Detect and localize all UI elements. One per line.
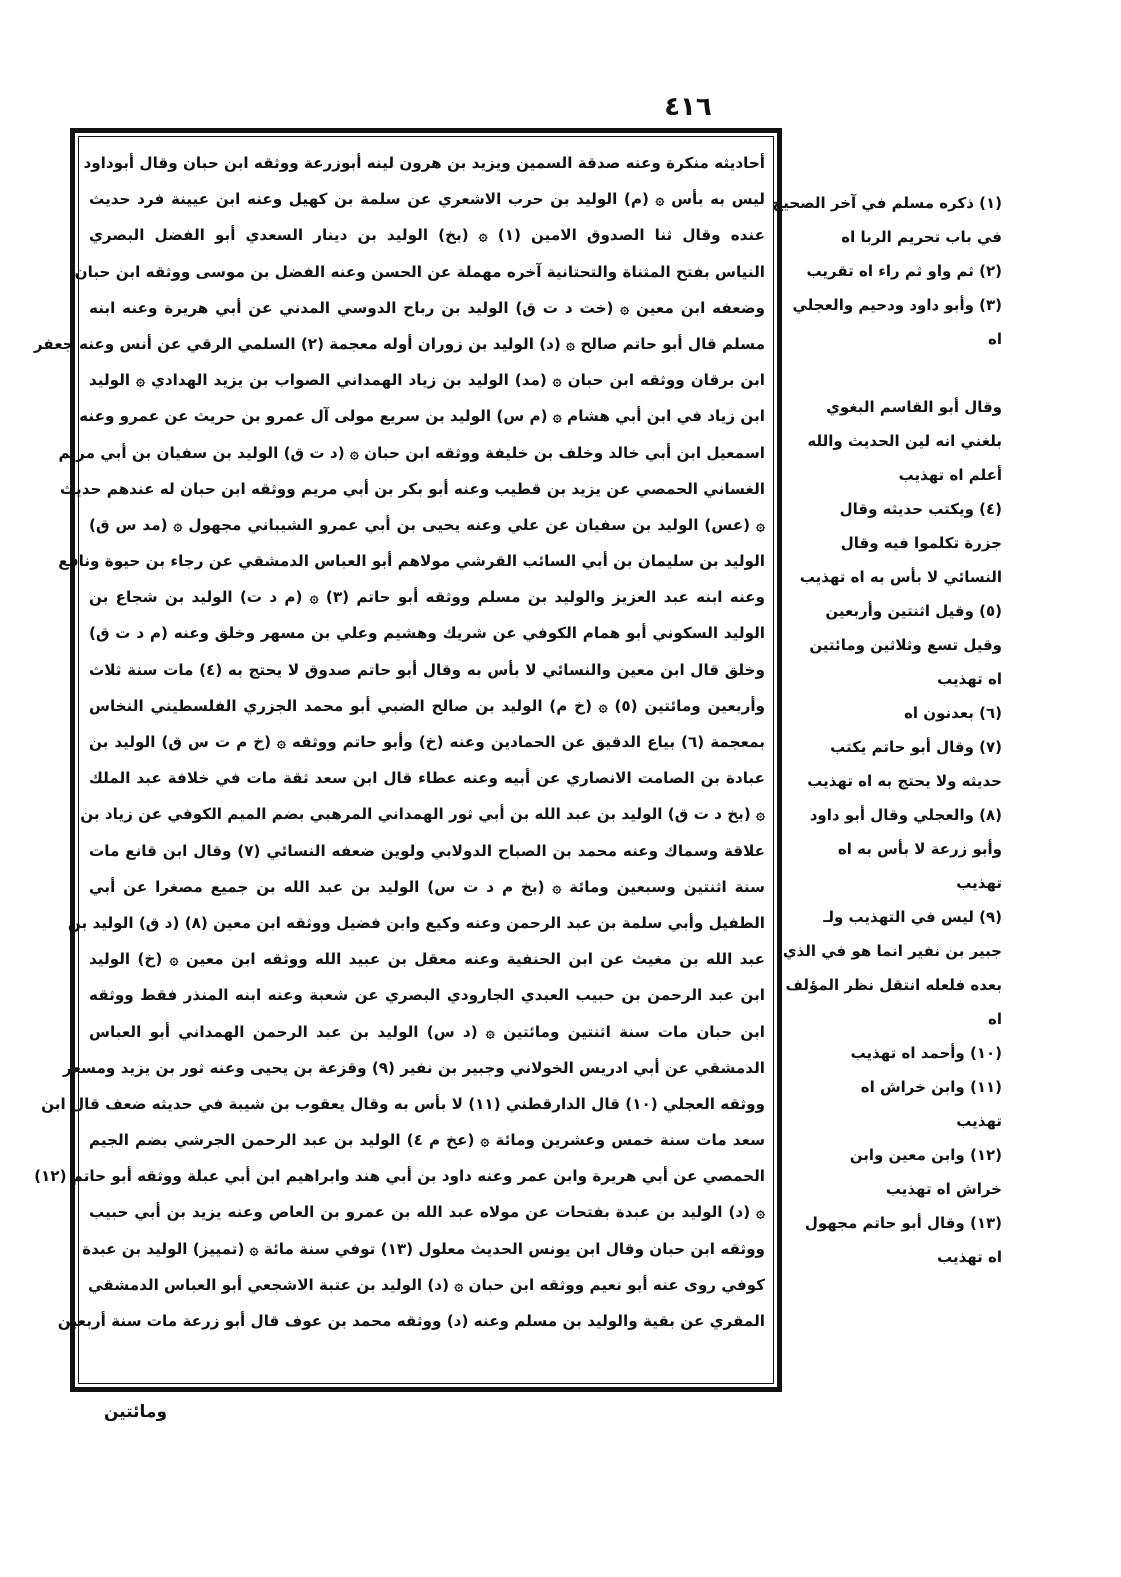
main-text-line: ليس به بأس ۞ (م) الوليد بن حرب الاشعري عن سلمة بن كهيل وعنه ابن عيينة فرد حديث: [89, 190, 765, 209]
main-text-frame: [33, 128, 782, 1392]
main-text-line: ووثقه العجلي (١٠) قال الدارقطني (١١) لا بأس به وقال يعقوب بن شيبة في حديثه ضعف قال ابن: [41, 1094, 765, 1113]
margin-note-line: اه تهذيب: [937, 1248, 1002, 1266]
main-text-line: بمعجمة (٦) بياع الدقيق عن الحمادين وعنه (خ) وأبو حاتم ووثقه ۞ (خ م ت س ق) الوليد بن: [89, 733, 765, 751]
main-text-line: ۞ (عس) الوليد بن سفيان عن علي وعنه يحيى بن أبي عمرو الشيباني مجهول ۞ (مد س ق): [89, 515, 765, 534]
margin-note-line: حديثه ولا يحتج به اه تهذيب: [807, 772, 1002, 790]
main-text-line: الدمشقي عن أبي ادريس الخولاني وجبير بن نفير (٩) وقزعة بن يحيى وعنه ثور بن يزيد ومسعر: [63, 1058, 765, 1077]
main-text-line: الغساني الحمصي عن يزيد بن قطيب وعنه أبو بكر بن أبي مريم ووثقه ابن حبان له عندهم حديث: [59, 479, 765, 498]
main-text-line: وأربعين ومائتين (٥) ۞ (خ م) الوليد بن صالح الضبي أبو محمد الجزري الفلسطيني النخاس: [89, 696, 765, 715]
margin-note-line: (٨) والعجلي وقال أبو داود: [809, 806, 1002, 824]
margin-note-line: وقال أبو القاسم البغوي: [826, 398, 1002, 416]
margin-note-line: (١٣) وقال أبو حاتم مجهول: [804, 1214, 1002, 1232]
margin-note-line: (٩) ليس في التهذيب ولـ: [823, 908, 1002, 926]
main-text-line: المقري عن بقية والوليد بن مسلم وعنه (د) ووثقه محمد بن عوف قال أبو زرعة مات سنة أربعين: [57, 1312, 765, 1330]
main-text-line: ابن عبد الرحمن بن حبيب العبدي الجارودي البصري عن شعبة وعنه ابنه المنذر فقط ووثقه: [89, 986, 765, 1005]
margin-note-line: بعده فلعله انتقل نظر المؤلف: [785, 976, 1002, 994]
margin-note-line: (١١) وابن خراش اه: [860, 1078, 1002, 1096]
main-text-line: النياس بفتح المثناة والتحتانية آخره مهملة عن الحسن وعنه الفضل بن موسى ووثقه ابن حبان: [74, 262, 765, 281]
margin-note-line: وأبو زرعة لا بأس به اه: [837, 840, 1002, 858]
main-text-line: ابن زياد في ابن أبي هشام ۞ (م س) الوليد بن سريع مولى آل عمرو بن حريث عن عمرو وعنه: [79, 407, 765, 426]
main-text-line: الوليد بن سليمان بن أبي السائب القرشي مولاهم أبو العباس الدمشقي عن رجاء بن حيوة ونافع: [58, 552, 765, 571]
margin-note-line: وقيل تسع وثلاثين ومائتين: [809, 636, 1002, 654]
margin-note-line: جبير بن نفير انما هو في الذي: [782, 942, 1002, 960]
main-text-line: كوفي روى عنه أبو نعيم ووثقه ابن حبان ۞ (د) الوليد بن عتبة الاشجعي أبو العباس الدمشقي: [87, 1275, 765, 1294]
catchword: ومائتين: [104, 1402, 168, 1422]
main-text-line: وخلق قال ابن معين والنسائي لا بأس به وقال أبو حاتم صدوق لا يحتج به (٤) مات سنة ثلاث: [89, 660, 766, 679]
margin-note-line: (١٢) وابن معين وابن: [849, 1146, 1002, 1164]
margin-note-line: (٢) ثم واو ثم راء اه تقريب: [806, 262, 1002, 280]
margin-note-line: (٣) وأبو داود ودحيم والعجلي: [792, 296, 1002, 314]
main-text-line: ۞ (د) الوليد بن عبدة بفتحات عن مولاه عبد الله بن عمرو بن العاص وعنه يزيد بن أبي حبيب: [89, 1203, 765, 1222]
margin-note-line: (٦) بعدنون اه: [904, 704, 1002, 722]
main-text-line: عبادة بن الصامت الانصاري عن أبيه وعنه عطاء قال ابن سعد ثقة مات في خلافة عبد الملك: [89, 769, 765, 788]
main-text-line: سعد مات سنة خمس وعشرين ومائة ۞ (عخ م ٤) الوليد بن عبد الرحمن الجرشي بضم الجيم: [89, 1131, 766, 1150]
main-text-block: [33, 145, 766, 1375]
main-text-line: الطفيل وأبي سلمة بن عبد الرحمن وعنه وكيع وابن فضيل ووثقه ابن معين (٨) (د ق) الوليد بن: [67, 913, 765, 932]
page-number: ٤١٦: [664, 92, 712, 122]
main-text-line: وعنه ابنه عبد العزيز والوليد بن مسلم ووثقه أبو حاتم (٣) ۞ (م د ت) الوليد بن شجاع بن: [89, 588, 765, 607]
margin-note-line: تهذيب: [956, 1112, 1002, 1130]
main-text-line: اسمعيل ابن أبي خالد وخلف بن خليفة ووثقه ابن حبان ۞ (د ت ق) الوليد بن سفيان بن أبي مريم: [58, 443, 765, 462]
margin-note-line: تهذيب: [956, 874, 1002, 892]
margin-note-line: (١٠) وأحمد اه تهذيب: [850, 1044, 1002, 1062]
margin-note-line: (٥) وقيل اثنتين وأربعين: [825, 602, 1002, 620]
margin-notes: [772, 186, 1002, 1274]
main-text-line: الحمصي عن أبي هريرة وابن عمر وعنه داود بن أبي هند وابراهيم ابن أبي عبلة ووثقه أبو حاتم (١٢): [34, 1167, 765, 1186]
margin-note-line: بلغني انه لين الحديث والله: [807, 432, 1002, 450]
main-text-line: أحاديثه منكرة وعنه صدقة السمين ويزيد بن هرون لينه أبوزرعة ووثقه ابن حبان وقال أبوداود: [83, 154, 765, 172]
margin-note-line: في باب تحريم الربا اه: [841, 228, 1002, 246]
main-text-line: وضعفه ابن معين ۞ (خت د ت ق) الوليد بن رباح الدوسي المدني عن أبي هريرة وعنه ابنه: [89, 298, 765, 317]
margin-note-line: أعلم اه تهذيب: [898, 466, 1002, 484]
margin-note-line: [792, 356, 1002, 390]
main-text-line: عبد الله بن مغيث عن ابن الحنفية وعنه معقل بن عبيد الله ووثقه ابن معين ۞ (خ) الوليد: [89, 950, 765, 969]
main-text-line: سنة اثنتين وسبعين ومائة ۞ (بخ م د ت س) الوليد بن عبد الله بن جميع مصغرا عن أبي: [89, 877, 765, 896]
main-text-line: الوليد السكوني أبو همام الكوفي عن شريك وهشيم وعلي بن مسهر وخلق وعنه (م د ت ق): [89, 624, 765, 643]
margin-note-line: النسائي لا بأس به اه تهذيب: [799, 568, 1002, 586]
margin-note-line: اه: [988, 330, 1002, 348]
main-text-line: مسلم قال أبو حاتم صالح ۞ (د) الوليد بن زوران أوله معجمة (٢) السلمي الرقي عن أنس وعنه جعفر: [33, 334, 765, 353]
margin-note-line: اه تهذيب: [937, 670, 1002, 688]
main-text-line: عنده وقال ثنا الصدوق الامين (١) ۞ (بخ) الوليد بن دينار السعدي أبو الفضل البصري: [89, 226, 766, 245]
main-text-line: [89, 1339, 765, 1375]
main-text-line: علاقة وسماك وعنه محمد بن الصباح الدولابي ولوين ضعفه النسائي (٧) وقال ابن قانع مات: [89, 841, 766, 860]
margin-note-line: خراش اه تهذيب: [885, 1180, 1002, 1198]
margin-note-line: اه: [988, 1010, 1002, 1028]
margin-note-line: (٧) وقال أبو حاتم يكتب: [830, 738, 1002, 756]
margin-note-line: (٤) ويكتب حديثه وقال: [839, 500, 1002, 518]
margin-note-line: (١) ذكره مسلم في آخر الصحيح: [772, 194, 1002, 212]
main-text-line: ابن برقان ووثقه ابن حبان ۞ (مد) الوليد بن زياد الهمداني الصواب بن يزيد الهدادي ۞ الوليد: [89, 371, 765, 390]
main-text-line: ۞ (بخ د ت ق) الوليد بن عبد الله بن أبي ثور الهمداني المرهبي بضم الميم الكوفي عن زياد بن: [80, 805, 765, 824]
margin-note-line: جزرة تكلموا فيه وقال: [840, 534, 1002, 552]
main-text-line: ووثقه ابن حبان وقال ابن يونس الحديث معلول (١٣) توفي سنة مائة ۞ (تمييز) الوليد بن عبدة: [82, 1239, 765, 1258]
main-text-line: ابن حبان مات سنة اثنتين ومائتين ۞ (د س) الوليد بن عبد الرحمن الهمداني أبو العباس: [89, 1022, 765, 1041]
